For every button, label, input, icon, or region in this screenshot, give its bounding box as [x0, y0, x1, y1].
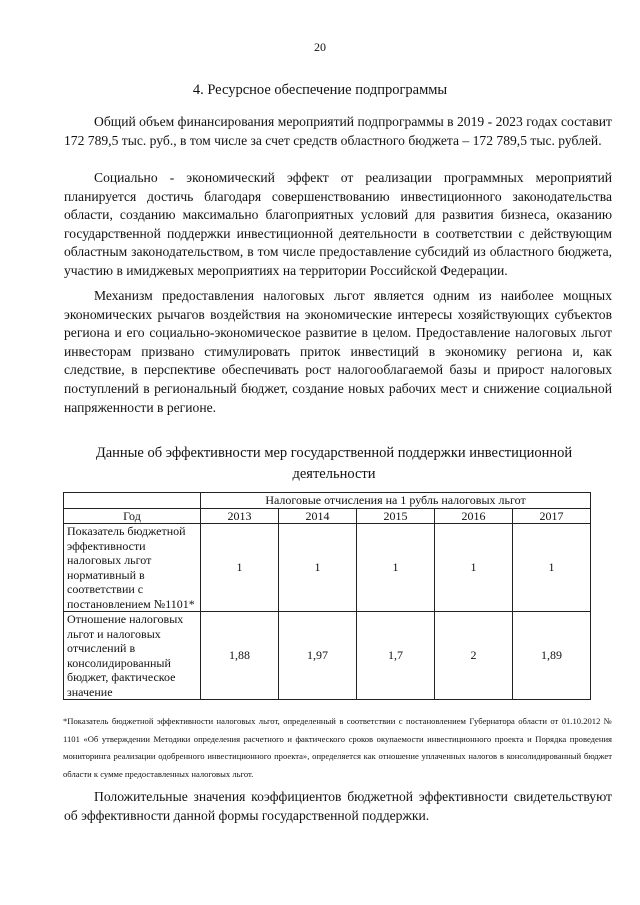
table-row	[64, 524, 591, 612]
closing-paragraph: Положительные значения коэффициентов бюджетной эффективности свидетельствуют об эффективности данной формы государственной поддержки.	[64, 789, 612, 823]
value-cell: 1,88	[201, 612, 279, 700]
indicator-label: Отношение налоговых льгот и налоговых отчислений в консолидированный бюджет, фактическое значение	[64, 612, 201, 700]
value-cell: 2	[434, 612, 512, 700]
year-header: 2013	[201, 508, 279, 524]
value-cell: 1	[434, 524, 512, 612]
value-cell: 1,89	[512, 612, 590, 700]
year-header: 2017	[512, 508, 590, 524]
table-row	[64, 612, 591, 700]
efficiency-table	[63, 492, 591, 700]
year-label-header: Год	[64, 508, 201, 524]
value-cell: 1	[201, 524, 279, 612]
value-cell: 1	[278, 524, 356, 612]
table-header-empty-cell	[64, 493, 201, 509]
year-header: 2015	[356, 508, 434, 524]
section-heading: 4. Ресурсное обеспечение подпрограммы	[192, 82, 448, 98]
body-paragraph: Социально - экономический эффект от реализации программных мероприятий планируется достичь благодаря совершенствованию инвестиционного законодательства области, созданию максимально благоприятных условий для развития бизнеса, оказанию государственной поддержки инвестиционной деятельности в соответствии с действующим областным законодательством, в том числе предоставление субсидий из областного бюджета, участию в имиджевых мероприятиях на территории Российской Федерации.	[64, 170, 612, 278]
value-cell: 1,7	[356, 612, 434, 700]
footnote: *Показатель бюджетной эффективности налоговых льгот, определенный в соответствии с постановлением Губернатора области от 01.10.2012 № 1101 «Об утверждении Методики определения расчетного и фактического сроков окупаемости инвестиционного проекта и Порядка проведения мониторинга реализации одобренного инвестиционного проекта», определяется как отношение уплаченных налогов в консолидированный бюджет области к сумме предоставленных налоговых льгот.	[63, 716, 612, 780]
table-group-header-row	[64, 493, 591, 509]
year-header: 2016	[434, 508, 512, 524]
value-cell: 1,97	[278, 612, 356, 700]
table-caption: Данные об эффективности мер государственной поддержки инвестиционной деятельности	[95, 445, 573, 482]
value-cell: 1	[356, 524, 434, 612]
table-year-header-row	[64, 508, 591, 524]
value-cell: 1	[512, 524, 590, 612]
year-header: 2014	[278, 508, 356, 524]
body-paragraph: Механизм предоставления налоговых льгот является одним из наиболее мощных экономических рычагов воздействия на экономические интересы хозяйствующих субъектов региона и его социально-экономическое развитие в целом. Предоставление налоговых льгот инвесторам призвано стимулировать приток инвестиций в экономику региона и, как следствие, в перспективе обеспечивать рост налогооблагаемой базы и прирост налоговых поступлений в региональный бюджет, создание новых рабочих мест и снижение социальной напряженности в регионе.	[64, 288, 612, 415]
page-number: 20	[314, 40, 326, 54]
body-paragraph: Общий объем финансирования мероприятий подпрограммы в 2019 - 2023 годах составит 172 789,5 тыс. руб., в том числе за счет средств областного бюджета – 172 789,5 тыс. рублей.	[64, 114, 612, 148]
table-group-header: Налоговые отчисления на 1 рубль налоговых льгот	[201, 493, 591, 509]
indicator-label: Показатель бюджетной эффективности налоговых льгот нормативный в соответствии с постановлением №1101*	[64, 524, 201, 612]
